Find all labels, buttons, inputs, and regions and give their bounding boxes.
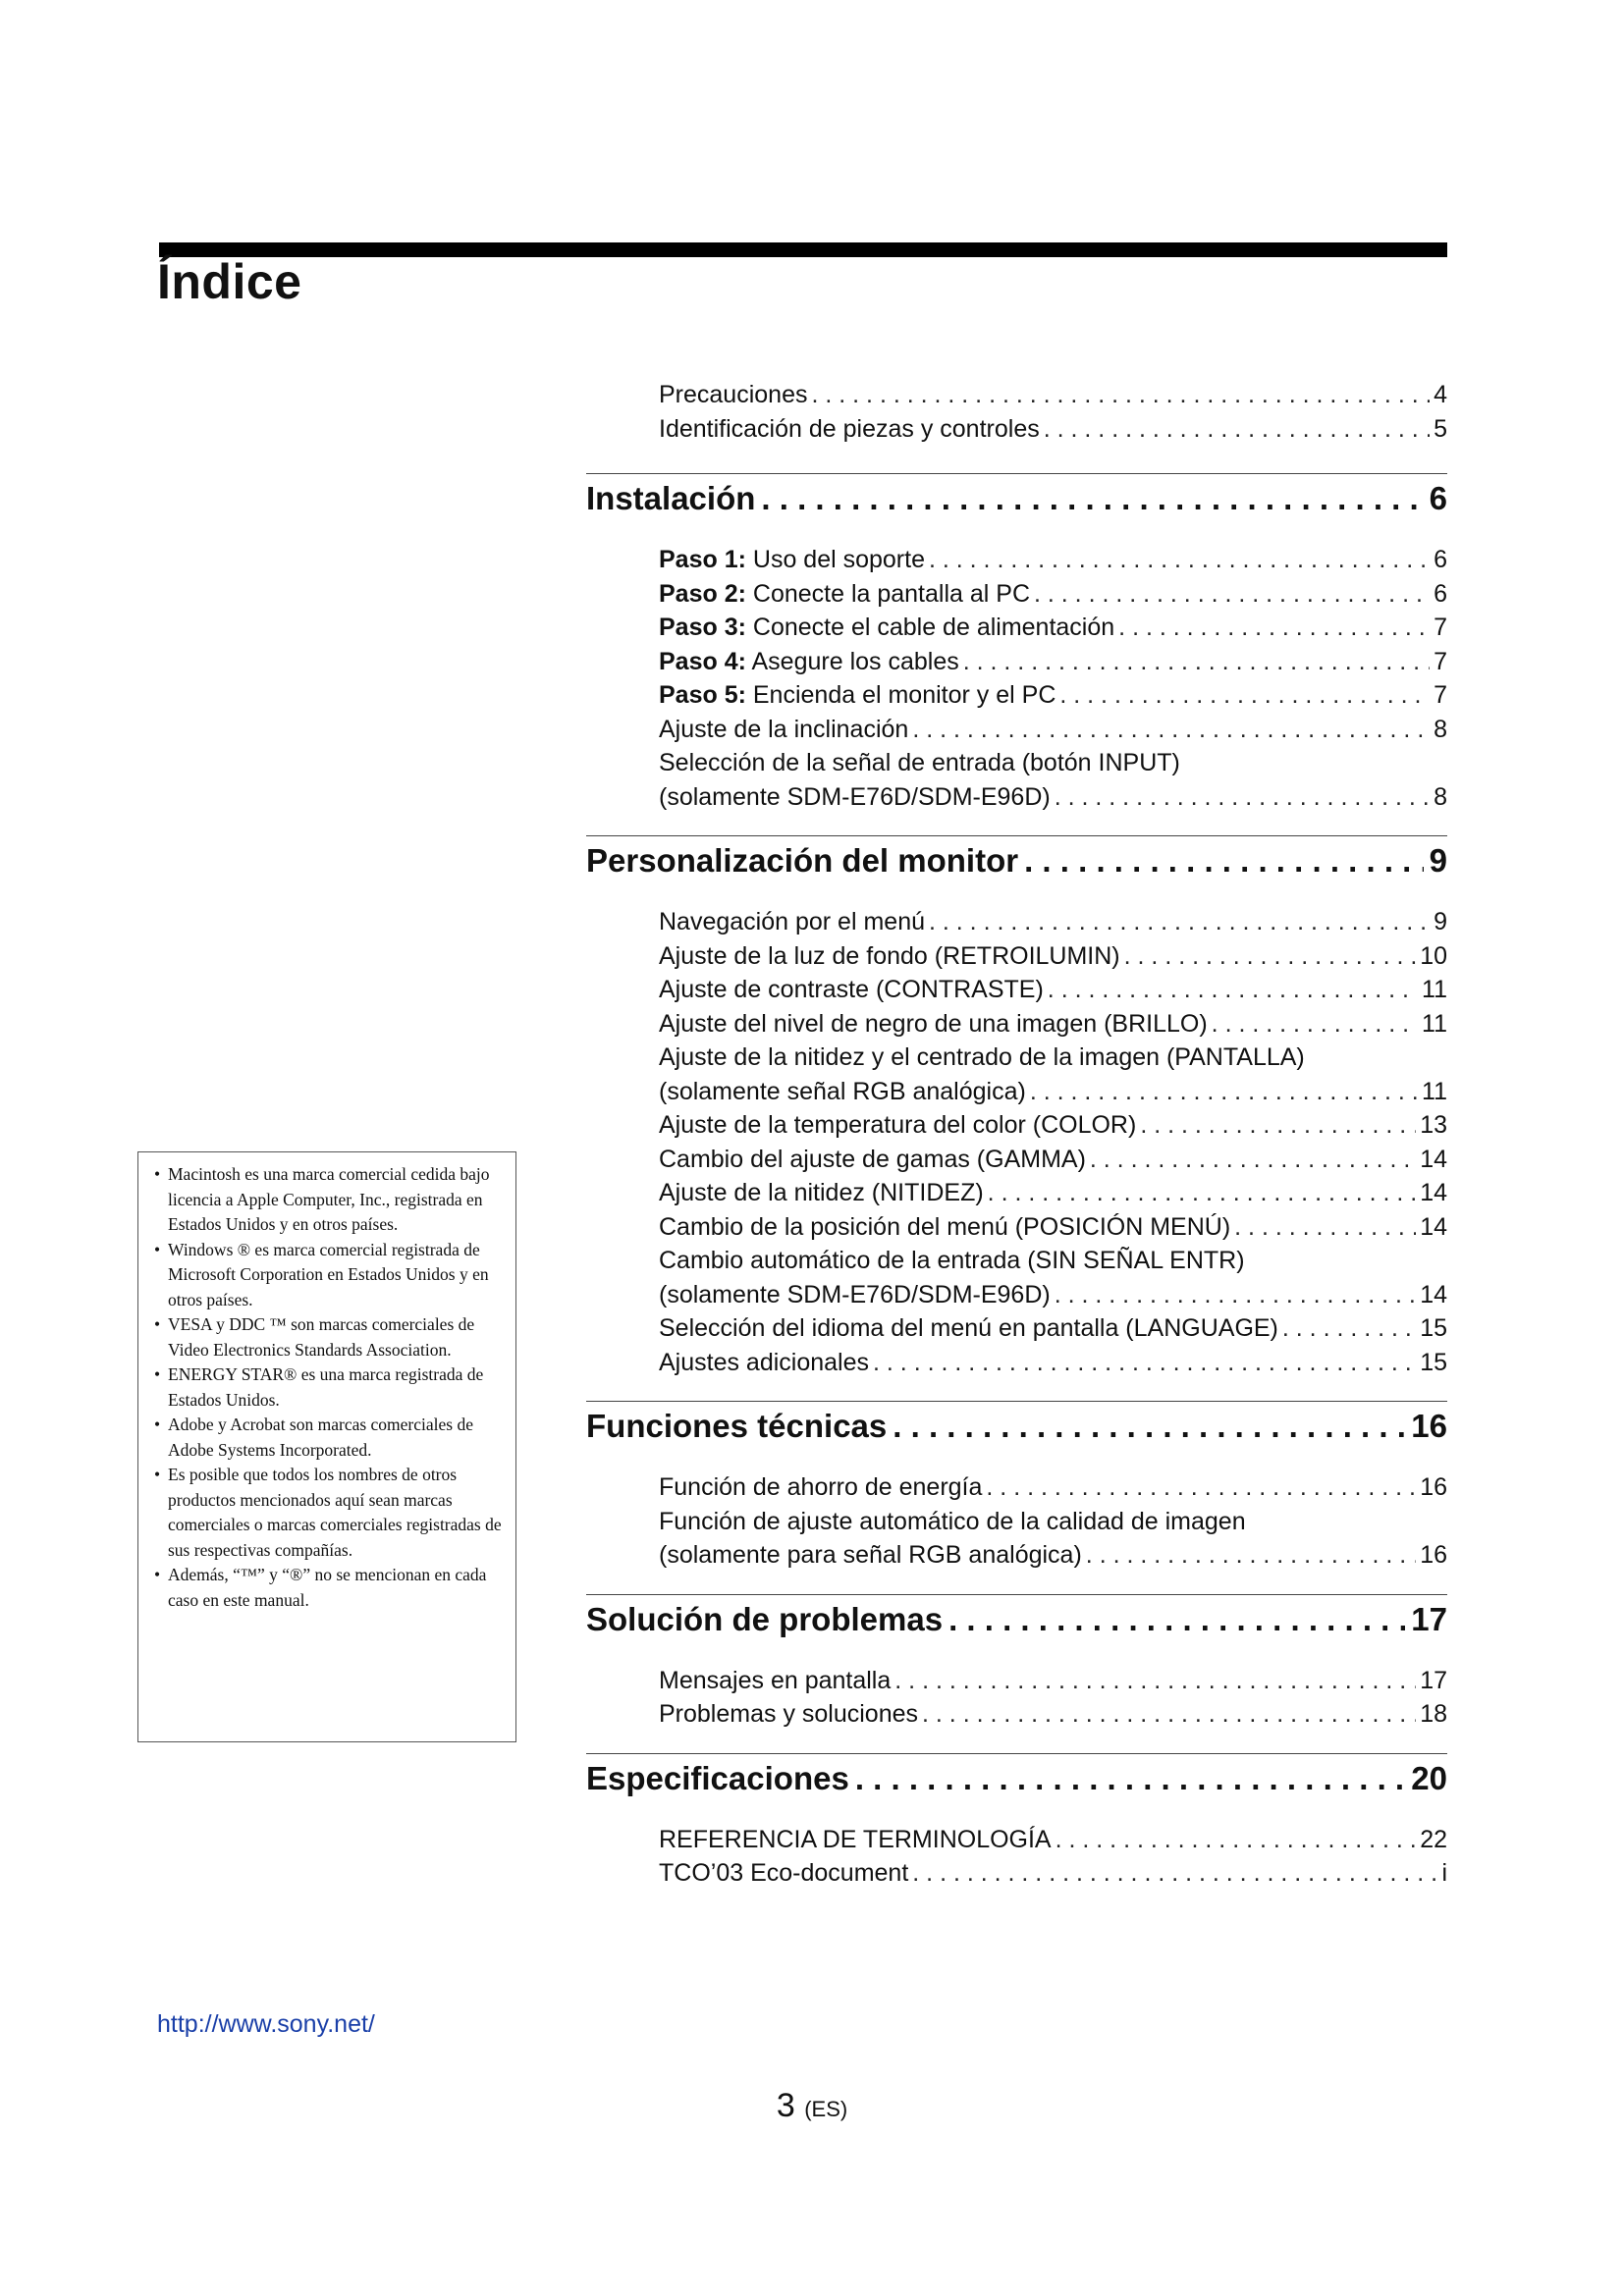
dot-leader bbox=[1048, 973, 1418, 1007]
dot-leader bbox=[1086, 1538, 1416, 1573]
toc-entry-label bbox=[659, 611, 1114, 645]
toc-entry[interactable] bbox=[659, 1176, 1447, 1210]
toc-entry[interactable] bbox=[659, 973, 1447, 1007]
toc-entry-label bbox=[659, 1247, 1245, 1274]
toc-entry-page: 17 bbox=[1420, 1666, 1447, 1694]
step-label: Paso 5: bbox=[659, 681, 746, 709]
trademark-notes-box bbox=[137, 1151, 516, 1742]
toc-entry-page: 16 bbox=[1420, 1473, 1447, 1501]
section-page: 17 bbox=[1411, 1600, 1447, 1637]
toc-entry-label bbox=[659, 543, 925, 577]
toc-entry-page: 7 bbox=[1434, 614, 1447, 641]
toc-entry[interactable] bbox=[659, 939, 1447, 974]
toc-entry-text: Selección de la señal de entrada (botón INPUT) bbox=[659, 749, 1180, 776]
dot-leader bbox=[929, 905, 1430, 939]
toc-section bbox=[586, 1753, 1447, 1891]
toc-entry-text: Navegación por el menú bbox=[659, 908, 925, 935]
trademark-list bbox=[154, 1162, 506, 1613]
dot-leader bbox=[1024, 838, 1424, 883]
toc-entry-page: 6 bbox=[1434, 546, 1447, 573]
toc-entry-label bbox=[659, 1508, 1246, 1535]
toc-entry-text: Asegure los cables bbox=[745, 647, 959, 675]
toc-entry[interactable] bbox=[659, 378, 1447, 412]
section-entries bbox=[659, 1664, 1447, 1732]
section-entries bbox=[659, 1823, 1447, 1891]
dot-leader bbox=[986, 1470, 1416, 1505]
toc-entry[interactable] bbox=[659, 1143, 1447, 1177]
toc-entry-text: (solamente SDM-E76D/SDM-E96D) bbox=[659, 782, 1051, 811]
toc-entry-label: Precauciones bbox=[659, 381, 808, 408]
toc-entry[interactable] bbox=[659, 1041, 1447, 1075]
toc-entry[interactable] bbox=[659, 1664, 1447, 1698]
toc-entry-page: 11 bbox=[1422, 976, 1447, 1003]
dot-leader bbox=[1030, 1075, 1418, 1109]
toc-entry-label bbox=[659, 1043, 1305, 1071]
toc-entry-page: 22 bbox=[1420, 1825, 1447, 1853]
dot-leader bbox=[929, 543, 1430, 577]
dot-leader bbox=[912, 713, 1430, 747]
dot-leader bbox=[1090, 1143, 1416, 1177]
toc-entry-text: Ajuste de contraste (CONTRASTE) bbox=[659, 976, 1044, 1003]
toc-entry[interactable] bbox=[659, 746, 1447, 780]
section-entries bbox=[659, 1470, 1447, 1573]
table-of-contents bbox=[586, 378, 1447, 1912]
toc-entry-label bbox=[659, 1278, 1051, 1312]
toc-entry-text: Ajustes adicionales bbox=[659, 1348, 870, 1376]
toc-section bbox=[586, 473, 1447, 814]
toc-entry[interactable] bbox=[659, 412, 1447, 447]
toc-entry-text: Ajuste del nivel de negro de una imagen (BRILLO) bbox=[659, 1009, 1208, 1038]
section-page: 9 bbox=[1429, 842, 1447, 879]
section-entries bbox=[659, 905, 1447, 1379]
section-title: Solución de problemas bbox=[586, 1600, 944, 1637]
toc-entry-text: Conecte el cable de alimentación bbox=[745, 614, 1115, 641]
toc-entry[interactable] bbox=[659, 1697, 1447, 1732]
dot-leader bbox=[893, 1404, 1405, 1449]
toc-intro bbox=[659, 378, 1447, 446]
toc-entry-label bbox=[659, 1697, 918, 1732]
step-label: Paso 1: bbox=[659, 546, 746, 573]
toc-entry-page: 4 bbox=[1434, 381, 1447, 408]
dot-leader bbox=[1282, 1311, 1416, 1346]
dot-leader bbox=[761, 476, 1423, 521]
toc-entry[interactable] bbox=[659, 1244, 1447, 1278]
toc-entry-page: 11 bbox=[1422, 1009, 1447, 1038]
section-page: 16 bbox=[1411, 1408, 1447, 1444]
toc-entry-label bbox=[659, 1108, 1136, 1143]
toc-section bbox=[586, 1401, 1447, 1573]
toc-entry-label: Identificación de piezas y controles bbox=[659, 414, 1040, 443]
dot-leader bbox=[894, 1664, 1416, 1698]
toc-entry-text: TCO’03 Eco-document bbox=[659, 1859, 909, 1887]
toc-entry-text: REFERENCIA DE TERMINOLOGÍA bbox=[659, 1825, 1052, 1853]
toc-entry-page: 14 bbox=[1420, 1212, 1447, 1241]
toc-entry-label bbox=[659, 1664, 891, 1698]
toc-entry-label bbox=[659, 1176, 984, 1210]
toc-entry-text: Conecte la pantalla al PC bbox=[745, 579, 1030, 608]
toc-entry-text: Uso del soporte bbox=[745, 546, 925, 573]
dot-leader bbox=[948, 1597, 1405, 1642]
section-page: 20 bbox=[1411, 1759, 1447, 1796]
dot-leader bbox=[1212, 1007, 1418, 1041]
dot-leader bbox=[873, 1346, 1416, 1380]
dot-leader bbox=[922, 1697, 1416, 1732]
toc-entry-label bbox=[659, 1075, 1026, 1109]
toc-entry-label bbox=[659, 577, 1030, 612]
section-title: Instalación bbox=[586, 480, 756, 516]
toc-entry-label bbox=[659, 1346, 869, 1380]
toc-entry[interactable] bbox=[659, 1346, 1447, 1380]
toc-entry[interactable] bbox=[659, 1075, 1447, 1109]
toc-entry-page: 14 bbox=[1420, 1280, 1447, 1308]
dot-leader bbox=[1056, 1823, 1417, 1857]
page-language-code: (ES) bbox=[804, 2097, 848, 2121]
toc-entry-text: Ajuste de la nitidez y el centrado de la imagen (PANTALLA) bbox=[659, 1043, 1305, 1071]
toc-entry-label bbox=[659, 678, 1056, 713]
dot-leader bbox=[988, 1176, 1417, 1210]
toc-entry-label bbox=[659, 1143, 1086, 1177]
dot-leader bbox=[1034, 577, 1430, 612]
dot-leader bbox=[1055, 780, 1430, 815]
toc-entry[interactable] bbox=[659, 1108, 1447, 1143]
toc-entry-page: 14 bbox=[1420, 1179, 1447, 1206]
section-title: Especificaciones bbox=[586, 1759, 849, 1796]
toc-entry-page: i bbox=[1441, 1859, 1447, 1887]
toc-entry-label bbox=[659, 1007, 1208, 1041]
toc-entry-page: 11 bbox=[1422, 1077, 1447, 1105]
toc-entry-page: 8 bbox=[1434, 715, 1447, 743]
toc-entry-text: (solamente para señal RGB analógica) bbox=[659, 1541, 1082, 1569]
toc-entry-page: 15 bbox=[1420, 1314, 1447, 1342]
dot-leader bbox=[1055, 1278, 1416, 1312]
toc-entry-label bbox=[659, 749, 1180, 776]
toc-entry-text: Cambio de la posición del menú (POSICIÓN MENÚ) bbox=[659, 1212, 1231, 1241]
page-number-value: 3 bbox=[776, 2087, 795, 2124]
section-title: Funciones técnicas bbox=[586, 1408, 888, 1444]
title-rule bbox=[159, 242, 1447, 257]
toc-entry-page: 5 bbox=[1434, 414, 1447, 443]
toc-entry-text: Selección del idioma del menú en pantalla (LANGUAGE) bbox=[659, 1314, 1278, 1342]
toc-entry-text: Ajuste de la luz de fondo (RETROILUMIN) bbox=[659, 941, 1120, 970]
toc-entry[interactable] bbox=[659, 1505, 1447, 1539]
toc-entry[interactable] bbox=[659, 1823, 1447, 1857]
toc-entry-label bbox=[659, 1823, 1052, 1857]
dot-leader bbox=[855, 1756, 1405, 1801]
toc-entry-label bbox=[659, 1210, 1230, 1245]
section-title: Personalización del monitor bbox=[586, 842, 1019, 879]
dot-leader bbox=[1124, 939, 1417, 974]
toc-entry-page: 7 bbox=[1434, 681, 1447, 709]
trademark-note: • Windows ® es marca comercial registrada de Microsoft Corporation en Estados Unidos y en otros países. bbox=[154, 1238, 506, 1313]
section-heading[interactable] bbox=[586, 476, 1447, 521]
toc-entry-page: 16 bbox=[1420, 1541, 1447, 1569]
toc-entry[interactable] bbox=[659, 1470, 1447, 1505]
toc-entry[interactable] bbox=[659, 1278, 1447, 1312]
page-number bbox=[0, 2087, 1624, 2125]
toc-entry-page: 7 bbox=[1434, 647, 1447, 675]
toc-entry-label bbox=[659, 1856, 908, 1891]
toc-entry-label bbox=[659, 973, 1044, 1007]
toc-entry-text: Problemas y soluciones bbox=[659, 1700, 919, 1728]
toc-entry[interactable] bbox=[659, 543, 1447, 577]
toc-entry-label bbox=[659, 645, 959, 679]
page-title: Índice bbox=[157, 254, 302, 309]
section-heading[interactable] bbox=[586, 1756, 1447, 1801]
toc-entry-text: Ajuste de la nitidez (NITIDEZ) bbox=[659, 1179, 984, 1206]
section-heading[interactable] bbox=[586, 1404, 1447, 1449]
section-page: 6 bbox=[1429, 480, 1447, 516]
dot-leader bbox=[1140, 1108, 1416, 1143]
toc-entry-text: Ajuste de la temperatura del color (COLOR) bbox=[659, 1111, 1137, 1139]
toc-section bbox=[586, 835, 1447, 1379]
toc-entry-label bbox=[659, 713, 908, 747]
dot-leader bbox=[1044, 412, 1430, 447]
toc-entry-page: 9 bbox=[1434, 908, 1447, 935]
section-heading[interactable] bbox=[586, 1597, 1447, 1642]
trademark-note: • Macintosh es una marca comercial cedida bajo licencia a Apple Computer, Inc., registrada en Estados Unidos y en otros países. bbox=[154, 1162, 506, 1238]
toc-entry-text: Ajuste de la inclinación bbox=[659, 715, 909, 743]
toc-entry-label bbox=[659, 1470, 982, 1505]
dot-leader bbox=[1118, 611, 1430, 645]
toc-entry-page: 10 bbox=[1420, 941, 1447, 970]
trademark-note: • Es posible que todos los nombres de otros productos mencionados aquí sean marcas comerciales o marcas comerciales registradas de sus respectivas compañías. bbox=[154, 1463, 506, 1563]
toc-entry-text: Encienda el monitor y el PC bbox=[745, 681, 1056, 709]
toc-entry-label bbox=[659, 1538, 1082, 1573]
dot-leader bbox=[963, 645, 1430, 679]
toc-entry-label bbox=[659, 780, 1051, 815]
toc-entry-page: 8 bbox=[1434, 782, 1447, 811]
toc-entry[interactable] bbox=[659, 1007, 1447, 1041]
toc-entry-page: 13 bbox=[1420, 1111, 1447, 1139]
toc-entry-label bbox=[659, 1311, 1278, 1346]
section-heading[interactable] bbox=[586, 838, 1447, 883]
toc-entry-page: 18 bbox=[1420, 1700, 1447, 1728]
step-label: Paso 4: bbox=[659, 647, 746, 675]
toc-entry-text: Función de ajuste automático de la calidad de imagen bbox=[659, 1507, 1246, 1535]
dot-leader bbox=[1059, 678, 1430, 713]
toc-entry-text: Función de ahorro de energía bbox=[659, 1473, 983, 1501]
toc-entry-page: 6 bbox=[1434, 579, 1447, 608]
dot-leader bbox=[811, 378, 1430, 412]
toc-sections bbox=[586, 473, 1447, 1891]
toc-entry[interactable] bbox=[659, 780, 1447, 815]
trademark-note: • Además, “™” y “®” no se mencionan en cada caso en este manual. bbox=[154, 1563, 506, 1613]
toc-entry-page: 14 bbox=[1420, 1145, 1447, 1173]
toc-entry[interactable] bbox=[659, 678, 1447, 713]
toc-entry[interactable] bbox=[659, 1538, 1447, 1573]
toc-entry-label bbox=[659, 905, 925, 939]
toc-entry[interactable] bbox=[659, 1210, 1447, 1245]
toc-entry[interactable] bbox=[659, 645, 1447, 679]
toc-entry[interactable] bbox=[659, 713, 1447, 747]
toc-entry[interactable] bbox=[659, 611, 1447, 645]
trademark-note: • ENERGY STAR® es una marca registrada de Estados Unidos. bbox=[154, 1362, 506, 1413]
dot-leader bbox=[912, 1856, 1437, 1891]
section-entries bbox=[659, 543, 1447, 814]
toc-entry[interactable] bbox=[659, 577, 1447, 612]
toc-entry[interactable] bbox=[659, 1311, 1447, 1346]
step-label: Paso 3: bbox=[659, 614, 746, 641]
toc-entry-text: (solamente SDM-E76D/SDM-E96D) bbox=[659, 1280, 1051, 1308]
step-label: Paso 2: bbox=[659, 579, 746, 608]
toc-entry-label bbox=[659, 939, 1120, 974]
toc-entry[interactable] bbox=[659, 1856, 1447, 1891]
trademark-note: • VESA y DDC ™ son marcas comerciales de Video Electronics Standards Association. bbox=[154, 1312, 506, 1362]
trademark-note: • Adobe y Acrobat son marcas comerciales de Adobe Systems Incorporated. bbox=[154, 1413, 506, 1463]
toc-section bbox=[586, 1594, 1447, 1732]
dot-leader bbox=[1234, 1210, 1416, 1245]
toc-entry-text: (solamente señal RGB analógica) bbox=[659, 1077, 1026, 1105]
toc-entry-page: 15 bbox=[1420, 1348, 1447, 1376]
toc-entry[interactable] bbox=[659, 905, 1447, 939]
toc-entry-text: Mensajes en pantalla bbox=[659, 1666, 892, 1694]
sony-website-link[interactable]: http://www.sony.net/ bbox=[157, 2010, 375, 2038]
toc-entry-text: Cambio del ajuste de gamas (GAMMA) bbox=[659, 1145, 1086, 1173]
toc-entry-text: Cambio automático de la entrada (SIN SEÑAL ENTR) bbox=[659, 1247, 1245, 1274]
